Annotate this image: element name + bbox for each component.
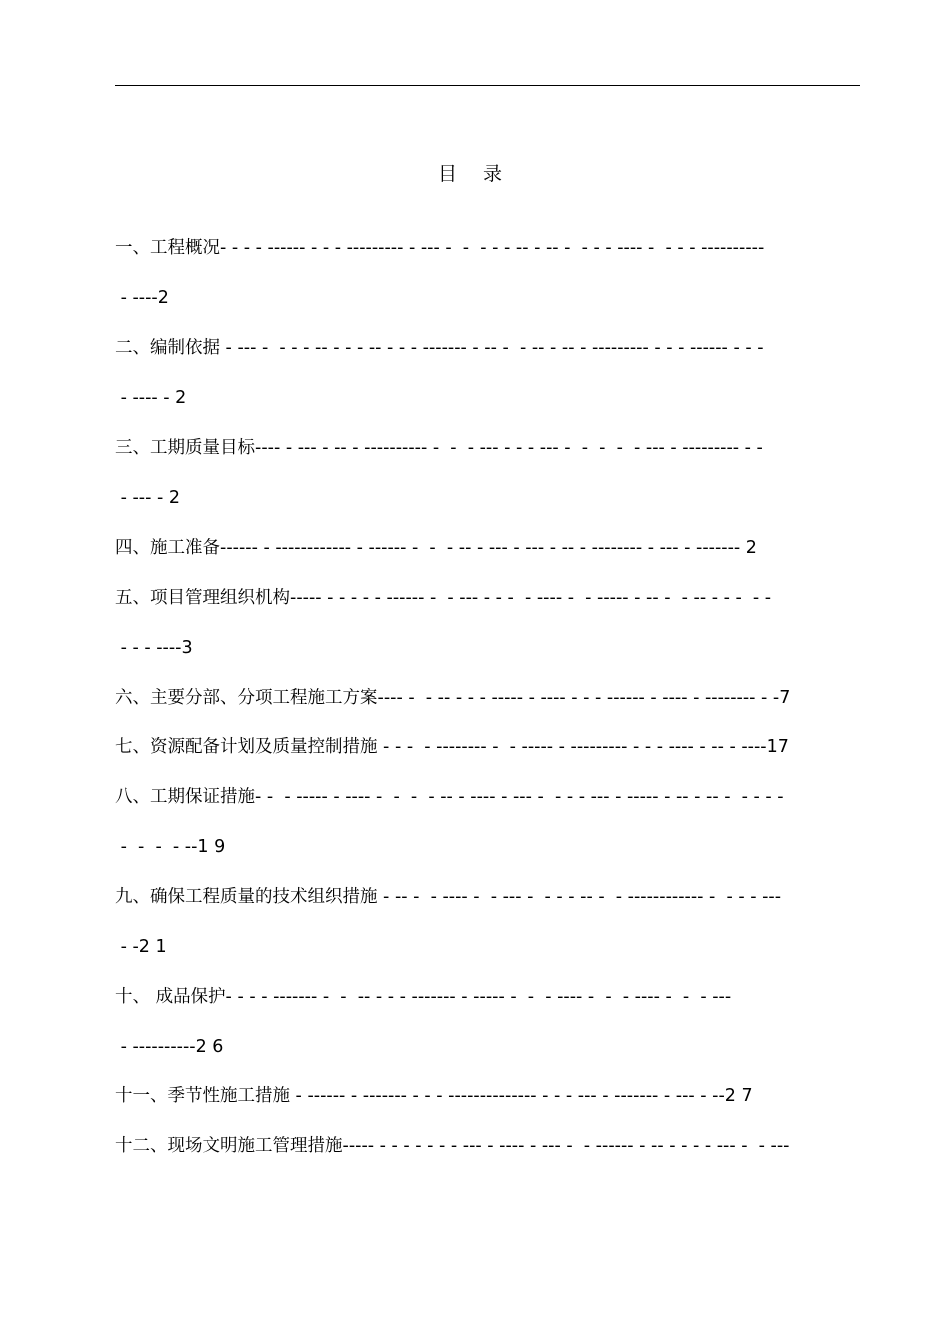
toc-entry-page: - --- - 2 <box>115 488 180 508</box>
toc-entry-page: - ----------2 6 <box>115 1037 224 1057</box>
toc-entry: 五、项目管理组织机构----- - - - - - ------ - - --- - - - - ---- - - ----- - -- - - -- - - - - - <box>115 588 772 608</box>
header-rule <box>115 85 860 86</box>
toc-entry: 三、工期质量目标---- - --- - -- - ---------- - - - --- - - - --- - - - - - --- - --------- - - <box>115 438 763 458</box>
toc-entry: 十、 成品保护- - - - ------- - - -- - - - ------- - ----- - - - ---- - - - ---- - - - --- <box>115 987 732 1007</box>
toc-entry: 六、主要分部、分项工程施工方案---- - - -- - - - ----- - ---- - - - ------ - ---- - -------- - -7 <box>115 688 791 708</box>
toc-entry-page: - ----2 <box>115 288 169 308</box>
toc-entry: 十二、现场文明施工管理措施----- - - - - - - - --- - ---- - --- - - ------ - -- - - - - --- - - --- <box>115 1136 790 1156</box>
toc-entry-page: - ---- - 2 <box>115 388 187 408</box>
page-title: 目 录 <box>437 163 513 185</box>
toc-entry: 七、资源配备计划及质量控制措施 - - - - -------- - - ----- - --------- - - - ---- - -- - ----17 <box>115 737 789 757</box>
toc-entry: 九、确保工程质量的技术组织措施 - -- - - ---- - - --- - - - - -- - - ------------ - - - - --- <box>115 887 782 907</box>
toc-entry-page: - -2 1 <box>115 937 167 957</box>
toc-entry: 二、编制依据 - --- - - - - -- - - - -- - - - ------- - -- - - -- - -- - --------- - - - ------ - - - <box>115 338 764 358</box>
toc-entry-page: - - - ----3 <box>115 638 193 658</box>
toc-entry-page: - - - - --1 9 <box>115 837 226 857</box>
toc-entry: 八、工期保证措施- - - ----- - ---- - - - - -- - ---- - --- - - - - --- - ----- - -- - -- - - - - - <box>115 787 784 807</box>
toc-entry: 四、施工准备------ - ------------ - ------ - - - -- - --- - --- - -- - -------- - --- - ------- 2 <box>115 538 757 558</box>
toc-entry: 一、工程概况- - - - ------ - - - --------- - --- - - - - - -- - -- - - - - ---- - - - - ---------- <box>115 238 765 258</box>
toc-entry: 十一、季节性施工措施 - ------ - ------- - - - -------------- - - - --- - ------- - --- - --2 7 <box>115 1086 753 1106</box>
